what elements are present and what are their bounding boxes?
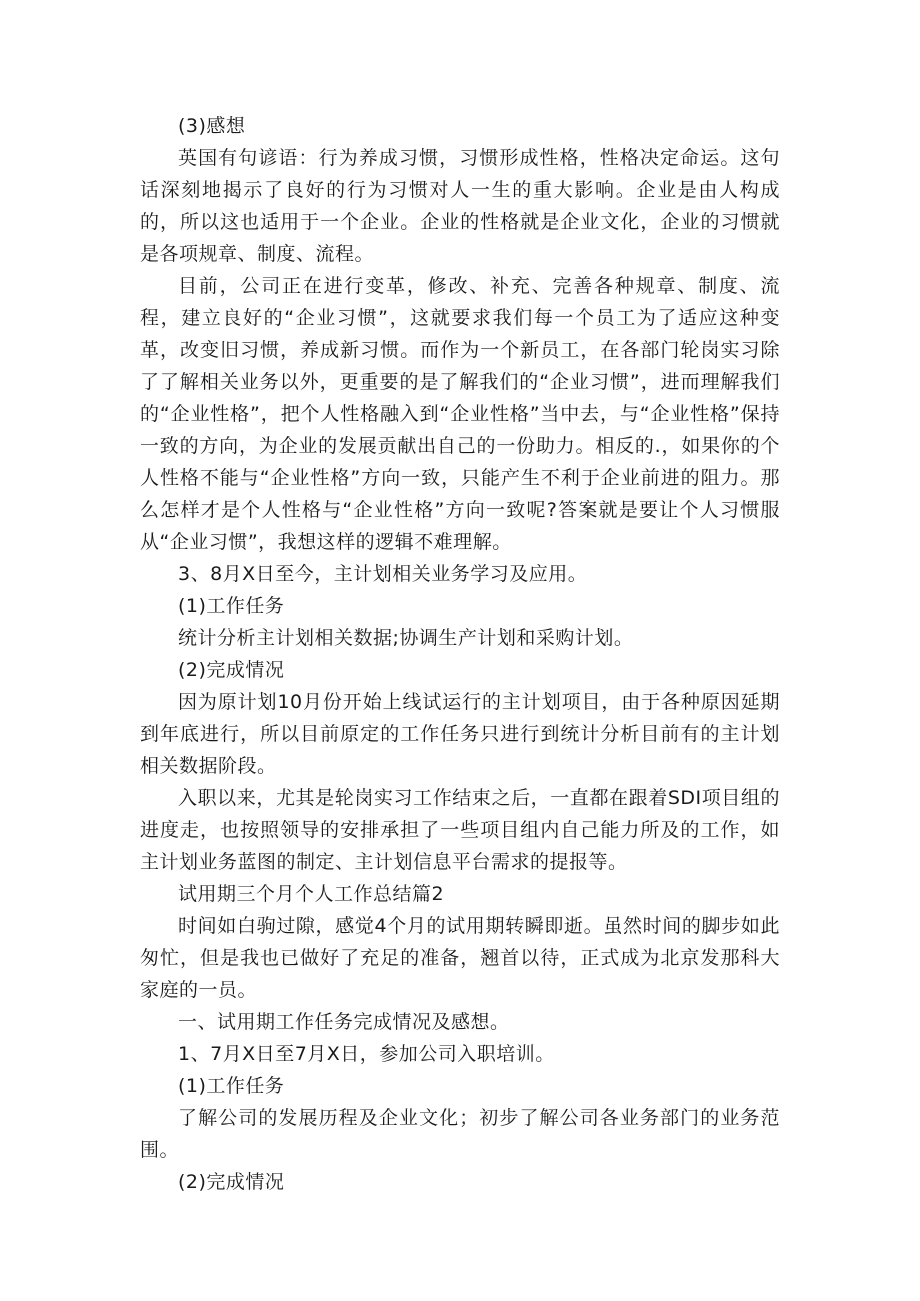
paragraph-item-heading: 1、7月X日至7月X日，参加公司入职培训。	[178, 1043, 555, 1065]
paragraph-section-heading: 一、试用期工作任务完成情况及感想。	[178, 1011, 510, 1033]
paragraph-subheading: (2)完成情况	[178, 659, 285, 681]
paragraph: 时间如白驹过隙，感觉4个月的试用期转瞬即逝。虽然时间的脚步如此匆忙，但是我也已做好了充足的准备，翘首以待，正式成为北京发那科大家庭的一员。	[140, 915, 780, 1001]
paragraph: 目前，公司正在进行变革，修改、补充、完善各种规章、制度、流程，建立良好的“企业习惯”，这就要求我们每一个员工为了适应这种变革，改变旧习惯，养成新习惯。而作为一个新员工，在各部门轮岗实习除了了解相关业务以外，更重要的是了解我们的“企业习惯”，进而理解我们的“企业性格”，把个人性格融入到“企业性格”当中去，与“企业性格”保持一致的方向，为企业的发展贡献出自己的一份助力。相反的.，如果你的个人性格不能与“企业性格”方向一致，只能产生不利于企业前进的阻力。那么怎样才是个人性格与“企业性格”方向一致呢?答案就是要让个人习惯服从“企业习惯”，我想这样的逻辑不难理解。	[140, 275, 780, 553]
paragraph-item-heading: 3、8月X日至今，主计划相关业务学习及应用。	[178, 563, 588, 585]
paragraph: 因为原计划10月份开始上线试运行的主计划项目，由于各种原因延期到年底进行，所以目前原定的工作任务只进行到统计分析目前有的主计划相关数据阶段。	[140, 691, 780, 777]
paragraph-subheading: (1)工作任务	[178, 595, 285, 617]
paragraph-heading-feelings: (3)感想	[178, 115, 246, 137]
paragraph: 入职以来，尤其是轮岗实习工作结束之后，一直都在跟着SDI项目组的进度走，也按照领导的安排承担了一些项目组内自己能力所及的工作，如主计划业务蓝图的制定、主计划信息平台需求的提报等。	[140, 787, 780, 873]
section-title: 试用期三个月个人工作总结篇2	[178, 883, 445, 905]
paragraph-subheading: (2)完成情况	[178, 1171, 285, 1193]
paragraph-subheading: (1)工作任务	[178, 1075, 285, 1097]
paragraph: 统计分析主计划相关数据;协调生产计划和采购计划。	[178, 627, 634, 649]
document-body	[140, 110, 780, 1198]
paragraph: 英国有句谚语：行为养成习惯，习惯形成性格，性格决定命运。这句话深刻地揭示了良好的行为习惯对人一生的重大影响。企业是由人构成的，所以这也适用于一个企业。企业的性格就是企业文化，企业的习惯就是各项规章、制度、流程。	[140, 147, 780, 265]
paragraph: 了解公司的发展历程及企业文化；初步了解公司各业务部门的业务范围。	[140, 1107, 780, 1161]
